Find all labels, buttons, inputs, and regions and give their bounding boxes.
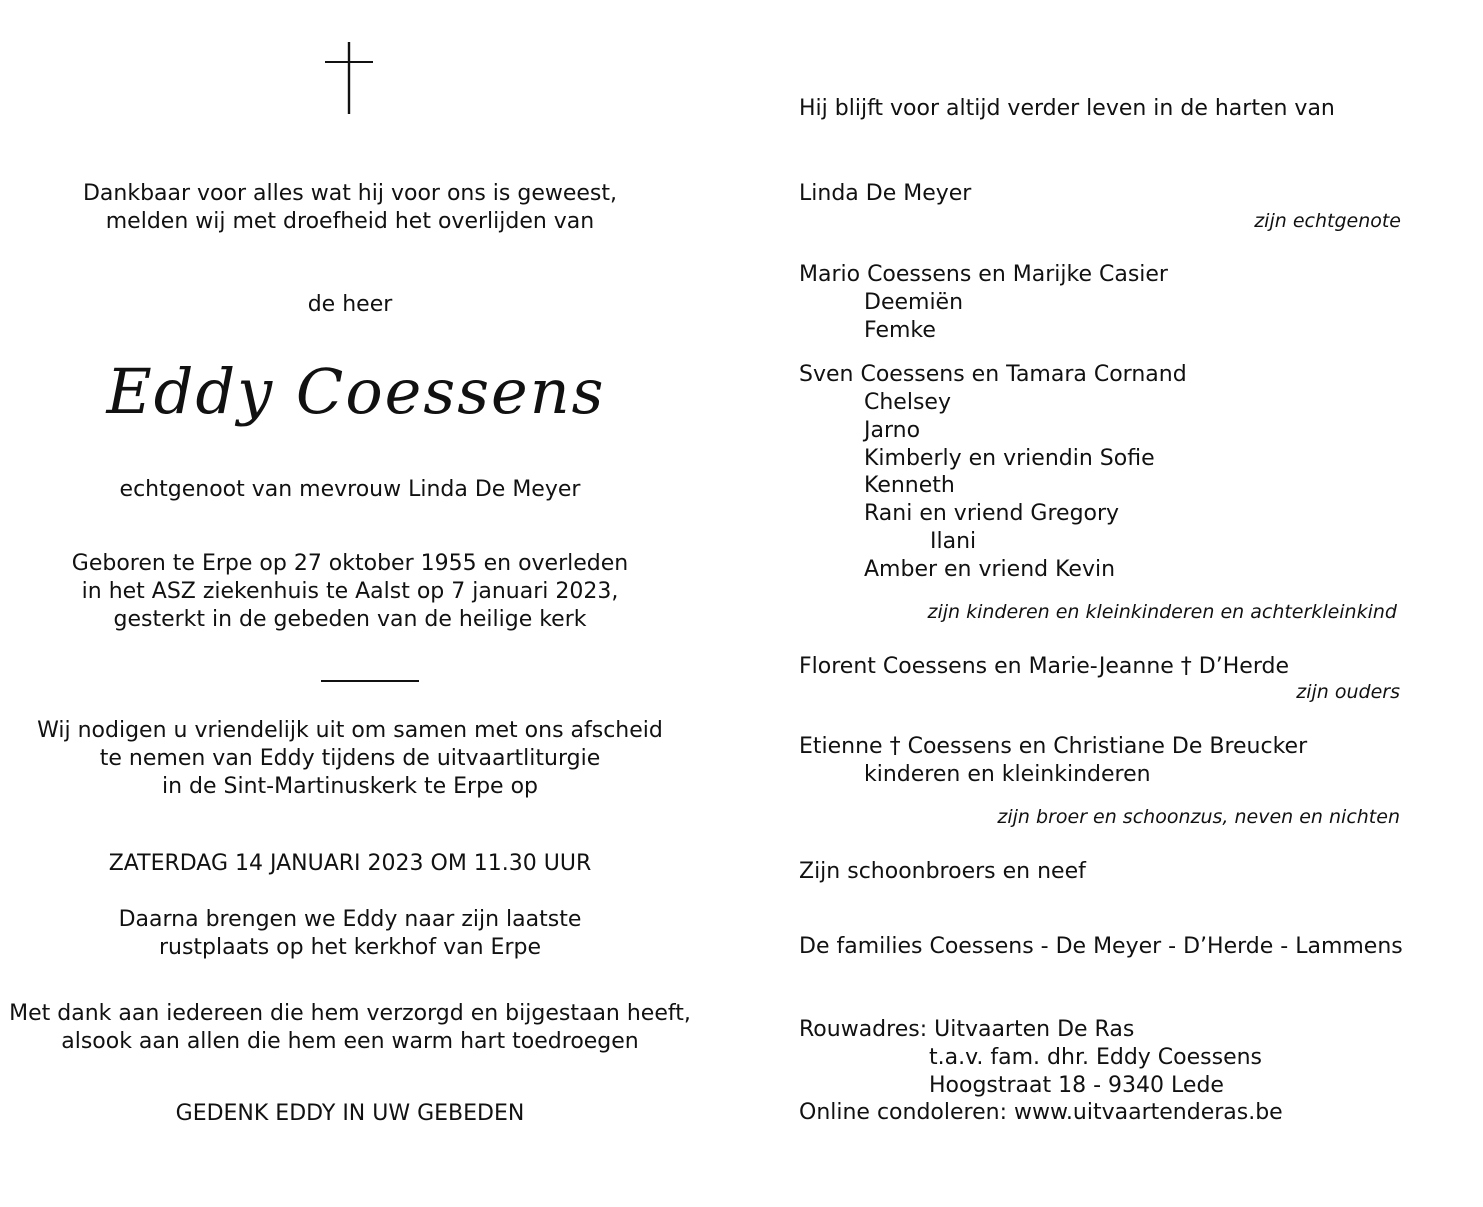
brother-role: zijn broer en schoonzus, neven en nichten: [997, 806, 1400, 828]
child-1: Mario Coessens en Marijke Casier: [799, 262, 1168, 287]
children-role: zijn kinderen en kleinkinderen en achterkleinkind: [927, 601, 1397, 623]
deceased-name: Eddy Coessens: [106, 355, 606, 428]
birth-line-3: gesterkt in de gebeden van de heilige kerk: [113, 607, 587, 632]
invite-line-2: te nemen van Eddy tijdens de uitvaartliturgie: [99, 746, 601, 771]
burial-line-1: Daarna brengen we Eddy naar zijn laatste: [118, 907, 582, 932]
grandchild: Rani en vriend Gregory: [864, 501, 1120, 526]
grandchild: Kenneth: [864, 473, 955, 498]
address-line-1: t.a.v. fam. dhr. Eddy Coessens: [929, 1045, 1263, 1070]
closing-line: GEDENK EDDY IN UW GEBEDEN: [175, 1101, 525, 1126]
divider: [321, 680, 419, 682]
brother: Etienne † Coessens en Christiane De Breucker: [799, 734, 1308, 759]
child-2: Sven Coessens en Tamara Cornand: [799, 362, 1187, 387]
honorific: de heer: [307, 292, 393, 317]
online-condolences: Online condoleren: www.uitvaartenderas.be: [799, 1100, 1283, 1125]
grandchild: Jarno: [864, 418, 921, 443]
parents: Florent Coessens en Marie-Jeanne † D’Herde: [799, 654, 1289, 679]
birth-line-1: Geboren te Erpe op 27 oktober 1955 en overleden: [71, 551, 629, 576]
spouse-line: echtgenoot van mevrouw Linda De Meyer: [119, 477, 581, 502]
right-heading: Hij blijft voor altijd verder leven in de harten van: [799, 96, 1335, 121]
address-label: Rouwadres: Uitvaarten De Ras: [799, 1017, 1135, 1042]
invite-line-3: in de Sint-Martinuskerk te Erpe op: [161, 774, 538, 799]
grandchild: Deemiën: [864, 290, 964, 315]
families: De families Coessens - De Meyer - D’Herde - Lammens: [799, 934, 1403, 959]
birth-line-2: in het ASZ ziekenhuis te Aalst op 7 januari 2023,: [81, 579, 619, 604]
service-date: ZATERDAG 14 JANUARI 2023 OM 11.30 UUR: [108, 851, 592, 876]
great-grandchild: Ilani: [930, 529, 977, 554]
cross-icon: [323, 40, 375, 116]
thanks-line-2: alsook aan allen die hem een warm hart toedroegen: [61, 1029, 639, 1054]
address-line-2: Hoogstraat 18 - 9340 Lede: [929, 1073, 1224, 1098]
grandchild: Kimberly en vriendin Sofie: [864, 446, 1155, 471]
grandchild: Femke: [864, 318, 936, 343]
grandchild: Chelsey: [864, 390, 951, 415]
brother-kids: kinderen en kleinkinderen: [864, 762, 1151, 787]
grandchild: Amber en vriend Kevin: [864, 557, 1116, 582]
burial-line-2: rustplaats op het kerkhof van Erpe: [158, 935, 541, 960]
inlaws: Zijn schoonbroers en neef: [799, 859, 1086, 884]
invite-line-1: Wij nodigen u vriendelijk uit om samen met ons afscheid: [37, 718, 663, 743]
spouse-role: zijn echtgenote: [1254, 210, 1401, 232]
parents-role: zijn ouders: [1296, 681, 1400, 703]
thanks-line-1: Met dank aan iedereen die hem verzorgd en bijgestaan heeft,: [9, 1001, 691, 1026]
spouse-name: Linda De Meyer: [799, 181, 972, 206]
intro-line-1: Dankbaar voor alles wat hij voor ons is geweest,: [82, 181, 618, 206]
intro-line-2: melden wij met droefheid het overlijden van: [105, 209, 595, 234]
